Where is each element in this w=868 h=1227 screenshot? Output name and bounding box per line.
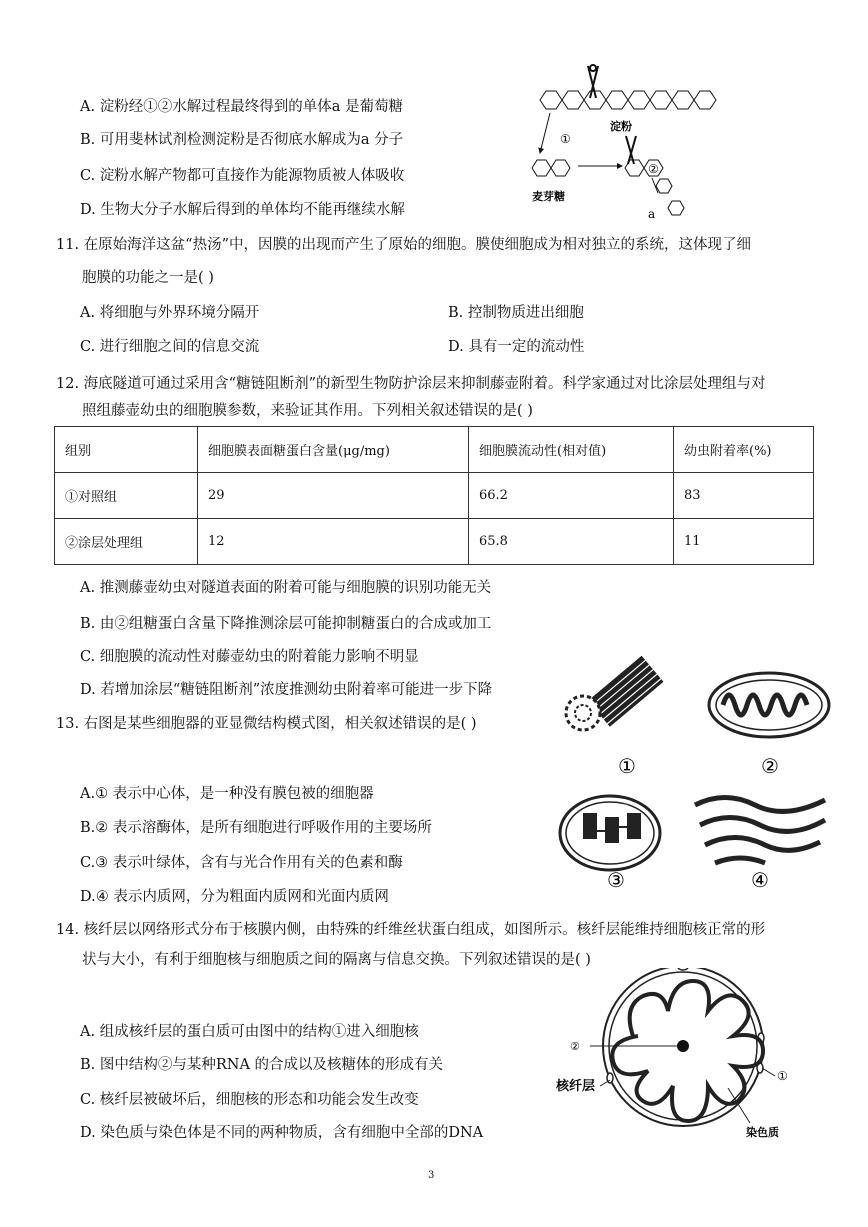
q13-stem: 13. 右图是某些细胞器的亚显微结构模式图，相关叙述错误的是( ) xyxy=(56,716,477,732)
organelles-figure xyxy=(555,655,845,895)
maltose xyxy=(532,160,570,176)
chromatin-label: 染色质 xyxy=(746,1126,779,1139)
organelle-label-2: ② xyxy=(761,754,779,778)
table-cell: ①对照组 xyxy=(55,473,198,519)
chromatin-loop xyxy=(612,981,763,1121)
nuclear-lamina-figure xyxy=(550,968,800,1143)
q12-stem-line2: 照组藤壶幼虫的细胞膜参数，来验证其作用。下列相关叙述错误的是( ) xyxy=(82,403,533,419)
q14-option-d: D. 染色质与染色体是不同的两种物质，含有细胞中全部的DNA xyxy=(80,1125,484,1141)
page-number: 3 xyxy=(428,1170,435,1181)
q12-stem-line1: 12. 海底隧道可通过采用含“糖链阻断剂”的新型生物防护涂层来抑制藤壶附着。科学家通过对比涂层处理组与对 xyxy=(56,376,766,392)
organelle-label-3: ③ xyxy=(607,868,625,892)
table-header: 细胞膜流动性(相对值) xyxy=(469,427,674,473)
q11-stem-line1: 11. 在原始海洋这盆“热汤”中，因膜的出现而产生了原始的细胞。膜使细胞成为相对独立的系统，这体现了细 xyxy=(56,237,751,253)
q11-option-a: A. 将细胞与外界环境分隔开 xyxy=(80,305,260,321)
table-header: 幼虫附着率(%) xyxy=(674,427,814,473)
q10-option-c: C. 淀粉水解产物都可直接作为能源物质被人体吸收 xyxy=(80,168,405,184)
q14-stem-line1: 14. 核纤层以网络形式分布于核膜内侧，由特殊的纤维丝状蛋白组成，如图所示。核纤层能维持细胞核正常的形 xyxy=(56,922,766,938)
organelle-label-1: ① xyxy=(618,754,636,778)
table-cell: 11 xyxy=(674,519,814,565)
q10-option-b: B. 可用斐林试剂检测淀粉是否彻底水解成为a 分子 xyxy=(80,132,404,148)
maltose-label: 麦芽糖 xyxy=(532,190,565,203)
q13-option-c: C.③ 表示叶绿体，含有与光合作用有关的色素和酶 xyxy=(80,855,403,871)
table-row xyxy=(55,519,814,565)
table-header-row xyxy=(55,427,814,473)
table-cell: ②涂层处理组 xyxy=(55,519,198,565)
q11-option-c: C. 进行细胞之间的信息交流 xyxy=(80,339,260,355)
q12-option-d: D. 若增加涂层“糖链阻断剂”浓度推测幼虫附着率可能进一步下降 xyxy=(80,682,493,698)
q11-option-b: B. 控制物质进出细胞 xyxy=(448,305,584,321)
q13-option-d: D.④ 表示内质网，分为粗面内质网和光面内质网 xyxy=(80,889,389,905)
q10-option-d: D. 生物大分子水解后得到的单体均不能再继续水解 xyxy=(80,202,405,218)
table-cell: 65.8 xyxy=(469,519,674,565)
table-cell: 66.2 xyxy=(469,473,674,519)
q11-stem-line2: 胞膜的功能之一是( ) xyxy=(82,270,214,286)
centriole-icon xyxy=(566,656,663,730)
q12-option-c: C. 细胞膜的流动性对藤壶幼虫的附着能力影响不明显 xyxy=(80,649,419,665)
q14-option-b: B. 图中结构②与某种RNA 的合成以及核糖体的形成有关 xyxy=(80,1057,444,1073)
q12-option-b: B. 由②组糖蛋白含量下降推测涂层可能抑制糖蛋白的合成或加工 xyxy=(80,616,492,632)
q11-option-d: D. 具有一定的流动性 xyxy=(448,339,585,355)
q13-option-b: B.② 表示溶酶体，是所有细胞进行呼吸作用的主要场所 xyxy=(80,820,432,836)
structure-2-label: ② xyxy=(570,1040,580,1053)
table-header: 细胞膜表面糖蛋白含量(μg/mg) xyxy=(198,427,469,473)
nucleolus xyxy=(677,1040,689,1052)
table-cell: 83 xyxy=(674,473,814,519)
table-header: 组别 xyxy=(55,427,198,473)
q10-option-a: A. 淀粉经①②水解过程最终得到的单体a 是葡萄糖 xyxy=(80,99,403,115)
q13-option-a: A.① 表示中心体，是一种没有膜包被的细胞器 xyxy=(80,786,374,802)
mitochondrion-icon xyxy=(709,673,829,737)
q12-option-a: A. 推测藤壶幼虫对隧道表面的附着可能与细胞膜的识别功能无关 xyxy=(80,580,492,596)
step1-label: ① xyxy=(560,132,571,146)
endoplasmic-reticulum-icon xyxy=(695,798,825,864)
scissors-icon xyxy=(588,65,598,98)
starch-chain xyxy=(540,91,716,109)
table-cell: 12 xyxy=(198,519,469,565)
step2-label: ② xyxy=(648,162,659,176)
monomer-a-label: a xyxy=(648,207,656,221)
q14-stem-line2: 状与大小，有利于细胞核与细胞质之间的隔离与信息交换。下列叙述错误的是( ) xyxy=(82,952,591,968)
organelle-label-4: ④ xyxy=(751,868,769,892)
nuclear-lamina-label: 核纤层 xyxy=(556,1079,596,1094)
table-row xyxy=(55,473,814,519)
chloroplast-icon xyxy=(560,796,660,870)
starch-hydrolysis-figure xyxy=(530,58,730,223)
q14-option-a: A. 组成核纤层的蛋白质可由图中的结构①进入细胞核 xyxy=(80,1024,419,1040)
q14-option-c: C. 核纤层被破坏后，细胞核的形态和功能会发生改变 xyxy=(80,1092,419,1108)
q12-data-table xyxy=(54,426,814,565)
starch-label: 淀粉 xyxy=(610,120,632,133)
table-cell: 29 xyxy=(198,473,469,519)
structure-1-label: ① xyxy=(777,1069,788,1083)
